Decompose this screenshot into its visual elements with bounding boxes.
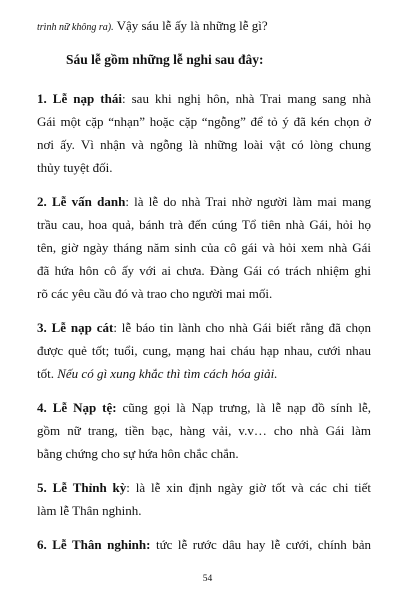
section-2-text-1: : là lễ do nhà Trai nhờ người làm mai mang bbox=[125, 194, 371, 209]
section-5-line-1 bbox=[37, 480, 371, 496]
top-line-italic-prefix: trình nữ không ra). bbox=[37, 22, 114, 33]
section-4-term: 4. Lễ Nạp tệ: bbox=[37, 400, 117, 415]
section-3-line-1 bbox=[37, 320, 371, 336]
section-4-line-2: gồm nữ trang, tiền bạc, hàng vải, v.v… cho nhà Gái làm bbox=[37, 423, 371, 438]
section-3-line-3 bbox=[37, 366, 371, 382]
section-3-text-3: tốt. bbox=[37, 366, 58, 381]
page-number: 54 bbox=[202, 574, 213, 584]
section-2-term: 2. Lễ vấn danh bbox=[37, 194, 126, 209]
section-2-line-1 bbox=[37, 194, 371, 210]
section-1-line-1 bbox=[37, 91, 371, 107]
section-5-term: 5. Lễ Thỉnh kỳ bbox=[37, 480, 127, 495]
top-line bbox=[37, 18, 371, 36]
section-6-line-1 bbox=[37, 537, 371, 553]
section-3-text-1: : lễ báo tin lành cho nhà Gái biết rằng đã chọn bbox=[113, 320, 372, 335]
section-6-text-1: tức lễ rước dâu hay lễ cưới, chính bản bbox=[150, 537, 371, 552]
section-4-line-3: bằng chứng cho sự hứa hôn chắc chắn. bbox=[37, 446, 239, 461]
section-2-line-5: rõ các yêu cầu đó và trao cho người mai mối. bbox=[37, 286, 273, 301]
section-5-line-2: làm lễ Thân nghinh. bbox=[37, 503, 142, 518]
section-5-text-1: : là lễ xin định ngày giờ tốt và các chi tiết bbox=[126, 480, 371, 495]
section-4-line-1 bbox=[37, 400, 371, 416]
top-line-question: Vậy sáu lễ ấy là những lễ gì? bbox=[113, 18, 268, 33]
section-1-text-1: : sau khi nghị hôn, nhà Trai mang sang nhà bbox=[121, 91, 371, 106]
section-1-line-2: Gái một cặp “nhạn” hoặc cặp “ngỗng” để tỏ ý đã kén chọn ở bbox=[37, 114, 371, 129]
section-2-line-2: trầu cau, hoa quả, bánh trà đến cúng Tổ tiên nhà Gái, hỏi họ bbox=[37, 217, 371, 232]
section-1-line-3: nơi ấy. Vì nhận và ngỗng là những loài vật có lòng chung bbox=[37, 137, 371, 152]
section-3-italic-tail: Nếu có gì xung khắc thì tìm cách hóa giải. bbox=[57, 366, 278, 381]
intro-heading: Sáu lễ gồm những lễ nghi sau đây: bbox=[66, 52, 264, 67]
section-2-line-3: tên, giờ ngày tháng năm sinh của cô gái và hỏi xem nhà Gái bbox=[37, 240, 371, 255]
section-3-term: 3. Lễ nạp cát bbox=[37, 320, 114, 335]
section-1-term: 1. Lễ nạp thái bbox=[37, 91, 122, 106]
section-1-line-4: thủy tuyệt đối. bbox=[37, 160, 113, 175]
section-3-line-2: được quẻ tốt; tuổi, cung, mạng hai cháu hạp nhau, cưới nhau bbox=[37, 343, 371, 358]
section-4-text-1: cũng gọi là Nạp trưng, là lễ nạp đồ sính lễ, bbox=[116, 400, 371, 415]
section-2-line-4: đã hứa hôn cô ấy với ai chưa. Đàng Gái có trách nhiệm ghi bbox=[37, 263, 371, 278]
section-6-term: 6. Lễ Thân nghinh: bbox=[37, 537, 151, 552]
